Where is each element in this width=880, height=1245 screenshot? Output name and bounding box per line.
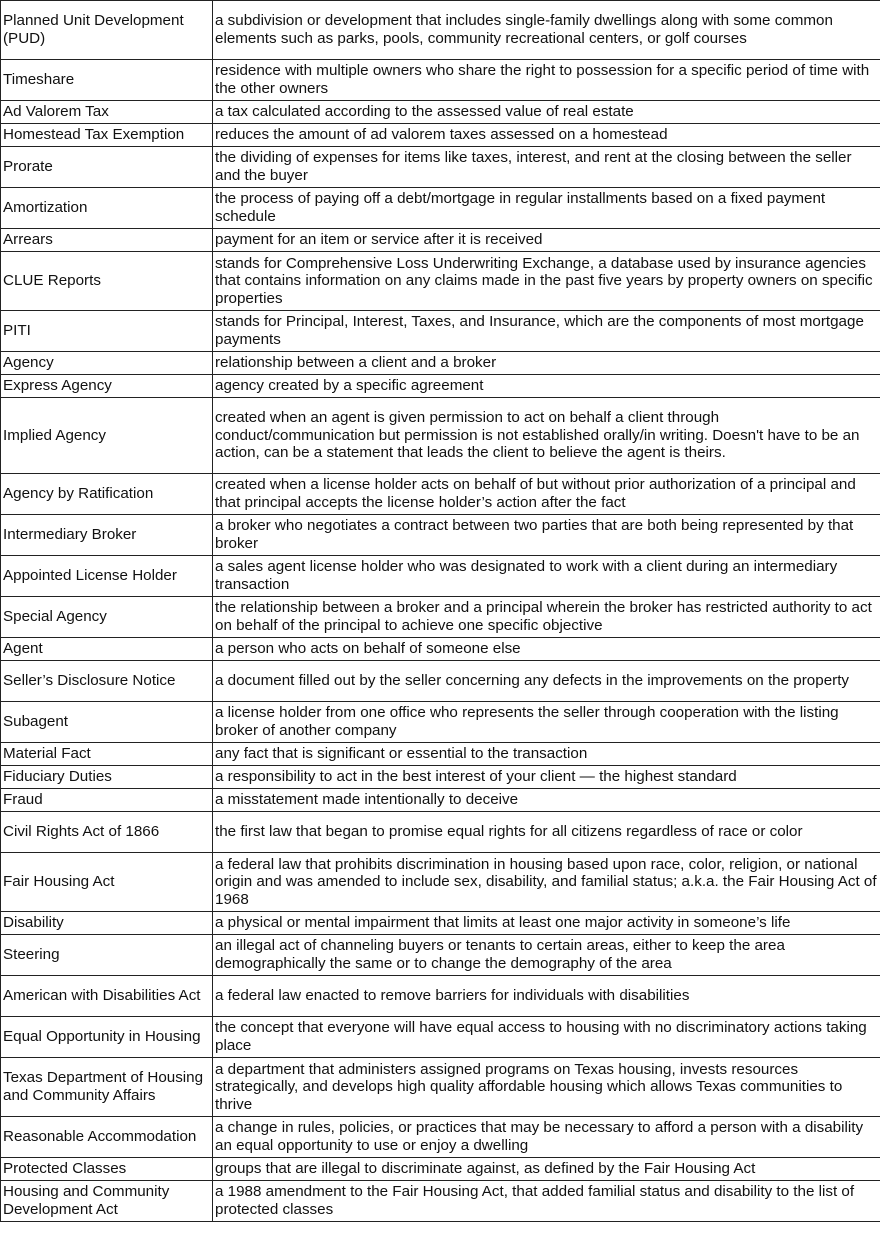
term-cell: Civil Rights Act of 1866 (1, 812, 213, 853)
table-row (1, 1058, 880, 1117)
definition-cell: a change in rules, policies, or practices that may be necessary to afford a person with a disability an equal opportunity to use or enjoy a dwelling (213, 1117, 880, 1158)
definition-cell: stands for Principal, Interest, Taxes, and Insurance, which are the components of most mortgage payments (213, 311, 880, 352)
table-row (1, 188, 880, 229)
table-row (1, 375, 880, 398)
term-cell: Intermediary Broker (1, 515, 213, 556)
definition-cell: a misstatement made intentionally to deceive (213, 789, 880, 812)
definition-cell: a person who acts on behalf of someone else (213, 638, 880, 661)
definition-cell: the relationship between a broker and a principal wherein the broker has restricted authority to act on behalf of the principal to achieve one specific objective (213, 597, 880, 638)
table-row (1, 912, 880, 935)
term-cell: Subagent (1, 702, 213, 743)
table-row (1, 124, 880, 147)
term-cell: Protected Classes (1, 1158, 213, 1181)
table-row (1, 935, 880, 976)
definition-cell: relationship between a client and a broker (213, 352, 880, 375)
table-row (1, 661, 880, 702)
definition-cell: a document filled out by the seller concerning any defects in the improvements on the property (213, 661, 880, 702)
definition-cell: created when an agent is given permission to act on behalf a client through conduct/communication but permission is not established orally/in writing. Doesn't have to be an action, can be a statement that leads the client to believe the agent is theirs. (213, 398, 880, 474)
table-row (1, 60, 880, 101)
definition-cell: a broker who negotiates a contract between two parties that are both being represented by that broker (213, 515, 880, 556)
term-cell: Agent (1, 638, 213, 661)
definition-cell: an illegal act of channeling buyers or tenants to certain areas, either to keep the area demographically the same or to change the demography of the area (213, 935, 880, 976)
term-cell: Planned Unit Development (PUD) (1, 1, 213, 60)
table-row (1, 766, 880, 789)
table-row (1, 743, 880, 766)
definition-cell: the process of paying off a debt/mortgage in regular installments based on a fixed payment schedule (213, 188, 880, 229)
definition-cell: a license holder from one office who represents the seller through cooperation with the listing broker of another company (213, 702, 880, 743)
table-row (1, 398, 880, 474)
term-cell: Express Agency (1, 375, 213, 398)
term-cell: Seller’s Disclosure Notice (1, 661, 213, 702)
table-row (1, 147, 880, 188)
term-cell: Equal Opportunity in Housing (1, 1017, 213, 1058)
term-cell: Special Agency (1, 597, 213, 638)
table-row (1, 252, 880, 311)
term-cell: Disability (1, 912, 213, 935)
term-cell: Steering (1, 935, 213, 976)
definition-cell: any fact that is significant or essential to the transaction (213, 743, 880, 766)
table-row (1, 1, 880, 60)
term-cell: Agency by Ratification (1, 474, 213, 515)
term-cell: American with Disabilities Act (1, 976, 213, 1017)
table-row (1, 515, 880, 556)
table-row (1, 556, 880, 597)
table-row (1, 1181, 880, 1222)
table-row (1, 474, 880, 515)
term-cell: Material Fact (1, 743, 213, 766)
definition-cell: a subdivision or development that includes single-family dwellings along with some common elements such as parks, pools, community recreational centers, or golf courses (213, 1, 880, 60)
term-cell: PITI (1, 311, 213, 352)
table-row (1, 229, 880, 252)
term-cell: Reasonable Accommodation (1, 1117, 213, 1158)
table-row (1, 1158, 880, 1181)
table-row (1, 853, 880, 912)
term-cell: Homestead Tax Exemption (1, 124, 213, 147)
table-row (1, 1117, 880, 1158)
definition-cell: a sales agent license holder who was designated to work with a client during an intermediary transaction (213, 556, 880, 597)
definition-cell: the dividing of expenses for items like taxes, interest, and rent at the closing between the seller and the buyer (213, 147, 880, 188)
definition-cell: stands for Comprehensive Loss Underwriting Exchange, a database used by insurance agencies that contains information on any claims made in the past five years by property owners on specific properties (213, 252, 880, 311)
definition-cell: reduces the amount of ad valorem taxes assessed on a homestead (213, 124, 880, 147)
term-cell: Appointed License Holder (1, 556, 213, 597)
definition-cell: a federal law enacted to remove barriers for individuals with disabilities (213, 976, 880, 1017)
definition-cell: a 1988 amendment to the Fair Housing Act, that added familial status and disability to the list of protected classes (213, 1181, 880, 1222)
term-cell: Prorate (1, 147, 213, 188)
term-cell: Agency (1, 352, 213, 375)
definition-cell: a federal law that prohibits discrimination in housing based upon race, color, religion, or national origin and was amended to include sex, disability, and familial status; a.k.a. the Fair Housing Act of 1968 (213, 853, 880, 912)
term-cell: Texas Department of Housing and Community Affairs (1, 1058, 213, 1117)
definition-cell: created when a license holder acts on behalf of but without prior authorization of a principal and that principal accepts the license holder’s action after the fact (213, 474, 880, 515)
definition-cell: a department that administers assigned programs on Texas housing, invests resources strategically, and develops high quality affordable housing which allows Texas communities to thrive (213, 1058, 880, 1117)
definition-cell: the concept that everyone will have equal access to housing with no discriminatory actions taking place (213, 1017, 880, 1058)
table-row (1, 311, 880, 352)
table-row (1, 789, 880, 812)
definition-cell: agency created by a specific agreement (213, 375, 880, 398)
term-cell: Ad Valorem Tax (1, 101, 213, 124)
definition-cell: the first law that began to promise equal rights for all citizens regardless of race or color (213, 812, 880, 853)
definition-cell: payment for an item or service after it is received (213, 229, 880, 252)
table-row (1, 352, 880, 375)
term-cell: Timeshare (1, 60, 213, 101)
term-cell: CLUE Reports (1, 252, 213, 311)
table-row (1, 638, 880, 661)
term-cell: Arrears (1, 229, 213, 252)
term-cell: Fraud (1, 789, 213, 812)
definition-cell: a responsibility to act in the best interest of your client — the highest standard (213, 766, 880, 789)
table-row (1, 101, 880, 124)
term-cell: Implied Agency (1, 398, 213, 474)
term-cell: Fair Housing Act (1, 853, 213, 912)
definition-cell: a physical or mental impairment that limits at least one major activity in someone’s life (213, 912, 880, 935)
definition-cell: a tax calculated according to the assessed value of real estate (213, 101, 880, 124)
term-cell: Amortization (1, 188, 213, 229)
definition-cell: residence with multiple owners who share the right to possession for a specific period of time with the other owners (213, 60, 880, 101)
term-cell: Housing and Community Development Act (1, 1181, 213, 1222)
table-row (1, 702, 880, 743)
glossary-body (1, 1, 880, 1222)
table-row (1, 812, 880, 853)
table-row (1, 597, 880, 638)
table-row (1, 976, 880, 1017)
definition-cell: groups that are illegal to discriminate against, as defined by the Fair Housing Act (213, 1158, 880, 1181)
table-row (1, 1017, 880, 1058)
term-cell: Fiduciary Duties (1, 766, 213, 789)
